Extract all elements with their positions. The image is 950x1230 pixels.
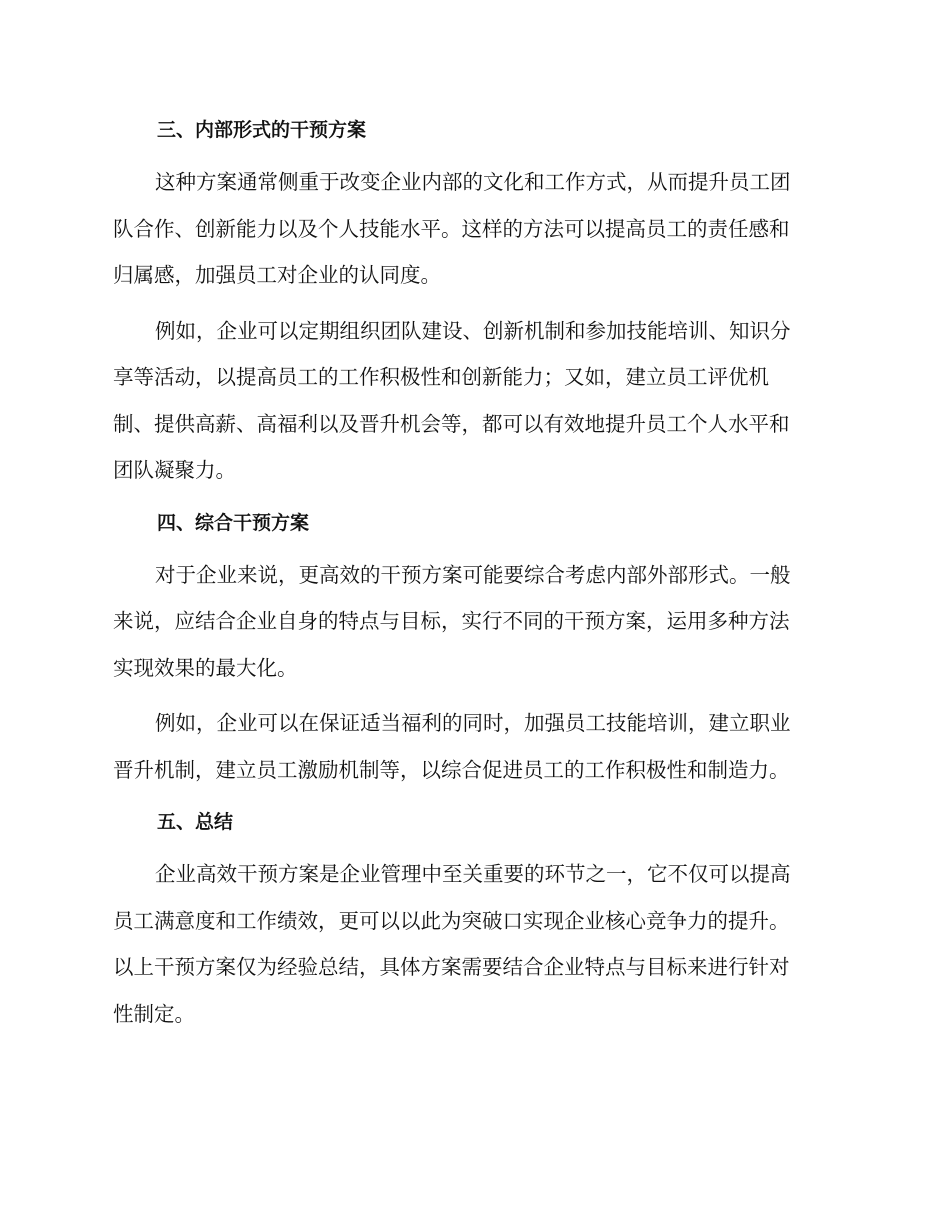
text-line: 企业高效干预方案是企业管理中至关重要的环节之一，它不仅可以提高 — [155, 862, 791, 886]
text-line: 实现效果的最大化。 — [113, 655, 298, 680]
text-line: 对于企业来说，更高效的干预方案可能要综合考虑内部外部形式。一般 — [155, 562, 791, 587]
section-heading-5: 五、总结 — [157, 811, 234, 833]
paragraph — [113, 552, 833, 692]
section-heading-3: 三、内部形式的干预方案 — [157, 119, 367, 141]
text-line: 队合作、创新能力以及个人技能水平。这样的方法可以提高员工的责任感和 — [113, 216, 790, 241]
section-heading-4: 四、综合干预方案 — [157, 511, 310, 534]
text-line: 团队凝聚力。 — [113, 458, 236, 482]
text-line: 例如，企业可以定期组织团队建设、创新机制和参加技能培训、知识分 — [155, 318, 791, 343]
paragraph — [113, 851, 833, 1037]
text-line: 员工满意度和工作绩效，更可以以此为突破口实现企业核心竞争力的提升。 — [113, 908, 790, 933]
text-line: 享等活动，以提高员工的工作积极性和创新能力；又如，建立员工评优机 — [113, 365, 769, 389]
text-line: 晋升机制，建立员工激励机制等，以综合促进员工的工作积极性和制造力。 — [113, 757, 790, 782]
text-line: 归属感，加强员工对企业的认同度。 — [113, 263, 441, 287]
paragraph — [113, 308, 833, 494]
paragraph — [113, 159, 833, 299]
text-line: 例如，企业可以在保证适当福利的同时，加强员工技能培训，建立职业 — [155, 711, 791, 735]
text-line: 制、提供高薪、高福利以及晋升机会等，都可以有效地提升员工个人水平和 — [113, 411, 790, 436]
paragraph — [113, 700, 833, 793]
document-page — [113, 110, 833, 1037]
text-line: 来说，应结合企业自身的特点与目标，实行不同的干预方案，运用多种方法 — [113, 609, 790, 633]
text-line: 以上干预方案仅为经验总结，具体方案需要结合企业特点与目标来进行针对 — [113, 955, 790, 979]
text-line: 这种方案通常侧重于改变企业内部的文化和工作方式，从而提升员工团 — [155, 170, 791, 194]
text-line: 性制定。 — [113, 1001, 195, 1026]
